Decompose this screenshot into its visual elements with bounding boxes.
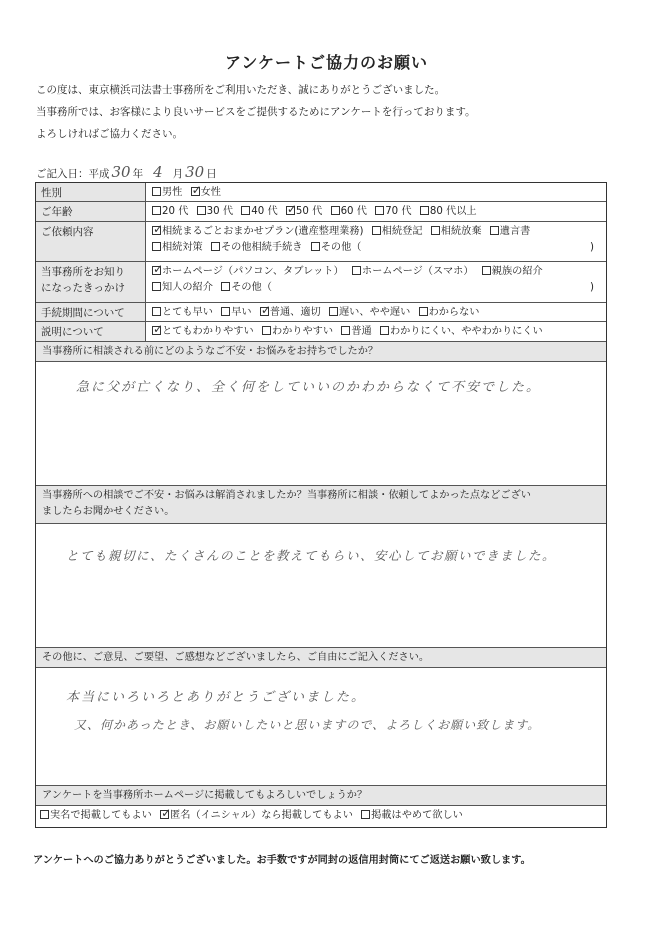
option-homepage-phone[interactable]: ホームページ（スマホ） (352, 264, 474, 280)
option-source-other[interactable]: その他（ (221, 280, 272, 296)
row-gender (36, 183, 606, 202)
label-age: ご年齢 (36, 202, 146, 221)
question-1: 当事務所に相談される前にどのようなご不安・お悩みをお持ちでしたか？ (36, 342, 606, 362)
option-will[interactable]: 遺言書 (490, 224, 531, 240)
answer-area-1[interactable] (36, 362, 606, 486)
checkbox[interactable] (197, 206, 206, 215)
checkbox[interactable] (152, 307, 161, 316)
option-age-50[interactable]: ✓ 50 代 (286, 204, 322, 220)
label-source: 当事務所をお知り になったきっかけ (36, 262, 146, 302)
answer-1: 急に父が亡くなり、全く何をしていいのかわからなくて不安でした。 (76, 380, 542, 395)
checkbox[interactable] (152, 206, 161, 215)
option-age-60[interactable]: 60 代 (331, 204, 367, 220)
page-title: アンケートご協力のお願い (224, 53, 429, 72)
question-3: その他に、ご意見、ご要望、ご感想などございましたら、ご自由にご記入ください。 (36, 648, 606, 668)
publish-options (36, 806, 606, 827)
checkbox[interactable] (152, 282, 161, 291)
label-explanation: 説明について (36, 322, 146, 341)
paren-close: ) (590, 242, 594, 253)
option-renunciation[interactable]: 相続放棄 (431, 224, 482, 240)
option-male[interactable]: 男性 (152, 185, 182, 201)
checkbox[interactable] (361, 810, 370, 819)
date-prefix: ご記入日：平成 (36, 168, 110, 180)
date-day[interactable]: 30 (185, 163, 205, 181)
option-female[interactable]: ✓ 女性 (191, 185, 221, 201)
option-fast[interactable]: 早い (221, 305, 251, 321)
answer-3-line-1: 本当にいろいろとありがとうございました。 (66, 690, 367, 705)
paren-close: ) (590, 282, 594, 293)
checkbox-checked[interactable] (152, 226, 161, 235)
checkbox[interactable] (152, 242, 161, 251)
checkbox[interactable] (331, 206, 340, 215)
option-unclear[interactable]: わかりにくい、ややわかりにくい (380, 324, 543, 340)
checkbox[interactable] (329, 307, 338, 316)
survey-form (35, 182, 607, 828)
checkbox-checked[interactable] (260, 307, 269, 316)
checkbox[interactable] (241, 206, 250, 215)
date-month-unit: 月 (172, 168, 184, 180)
checkbox-checked[interactable] (286, 206, 295, 215)
option-registration[interactable]: 相続登記 (372, 224, 423, 240)
checkbox[interactable] (211, 242, 220, 251)
checkbox-checked[interactable] (152, 326, 161, 335)
checkbox[interactable] (262, 326, 271, 335)
option-normal[interactable]: ✓ 普通、適切 (260, 305, 321, 321)
checkbox[interactable] (352, 266, 361, 275)
checkbox[interactable] (375, 206, 384, 215)
checkbox[interactable] (221, 282, 230, 291)
answer-area-3[interactable] (36, 668, 606, 786)
option-age-30[interactable]: 30 代 (197, 204, 233, 220)
checkbox[interactable] (482, 266, 491, 275)
row-request (36, 222, 606, 262)
option-family-referral[interactable]: 親族の紹介 (482, 264, 543, 280)
option-age-70[interactable]: 70 代 (375, 204, 411, 220)
option-other[interactable]: その他（ (311, 240, 362, 256)
checkbox[interactable] (380, 326, 389, 335)
intro-line-2: 当事務所では、お客様により良いサービスをご提供するためにアンケートを行っております。 (36, 106, 476, 118)
option-homepage-pc[interactable]: ✓ホームページ（パソコン、タブレット） (152, 264, 344, 280)
checkbox[interactable] (221, 307, 230, 316)
row-period (36, 303, 606, 322)
label-period: 手続期間について (36, 303, 146, 321)
label-gender: 性別 (36, 183, 146, 201)
option-slow[interactable]: 遅い、やや遅い (329, 305, 410, 321)
checkbox[interactable] (419, 307, 428, 316)
option-planning[interactable]: 相続対策 (152, 240, 203, 256)
option-age-20[interactable]: 20 代 (152, 204, 188, 220)
publish-question: アンケートを当事務所ホームページに掲載してもよろしいでしょうか？ (36, 786, 606, 806)
checkbox[interactable] (341, 326, 350, 335)
checkbox[interactable] (311, 242, 320, 251)
answer-2: とても親切に、たくさんのことを教えてもらい、安心してお願いできました。 (66, 548, 557, 563)
checkbox[interactable] (490, 226, 499, 235)
checkbox[interactable] (152, 187, 161, 196)
option-acquaintance[interactable]: 知人の紹介 (152, 280, 213, 296)
option-anonymous[interactable]: ✓ 匿名（イニシャル）なら掲載してもよい (160, 808, 353, 824)
question-2: 当事務所への相談でご不安・お悩みは解消されましたか？当事務所に相談・依頼してよかった点などござい ましたらお聞かせください。 (36, 486, 606, 524)
option-no-publish[interactable]: 掲載はやめて欲しい (361, 808, 463, 824)
footer-message: アンケートへのご協力ありがとうございました。お手数ですが同封の返信用封筒にてご返送お願い致します。 (33, 855, 531, 866)
checkbox-checked[interactable] (191, 187, 200, 196)
option-average[interactable]: 普通 (341, 324, 371, 340)
intro-line-1: この度は、東京横浜司法書士事務所をご利用いただき、誠にありがとうございました。 (36, 84, 446, 96)
entry-date (36, 163, 217, 181)
label-request: ご依頼内容 (36, 222, 146, 261)
row-explanation (36, 322, 606, 342)
option-very-fast[interactable]: とても早い (152, 305, 213, 321)
row-age (36, 202, 606, 222)
checkbox-checked[interactable] (160, 810, 169, 819)
option-full-plan[interactable]: ✓ 相続まるごとおまかせプラン(遺産整理業務) (152, 224, 364, 240)
checkbox[interactable] (40, 810, 49, 819)
answer-3-line-2: 又、何かあったとき、お願いしたいと思いますので、よろしくお願い致します。 (74, 718, 541, 732)
date-year[interactable]: 30 (111, 163, 131, 181)
row-source (36, 262, 606, 303)
answer-area-2[interactable] (36, 524, 606, 648)
checkbox-checked[interactable] (152, 266, 161, 275)
intro-line-3: よろしければご協力ください。 (36, 128, 183, 140)
date-month[interactable]: 4 (153, 163, 163, 181)
checkbox[interactable] (431, 226, 440, 235)
checkbox[interactable] (372, 226, 381, 235)
option-real-name[interactable]: 実名で掲載してもよい (40, 808, 152, 824)
option-very-clear[interactable]: ✓ とてもわかりやすい (152, 324, 254, 340)
date-day-unit: 日 (206, 168, 217, 180)
option-unknown[interactable]: わからない (419, 305, 480, 321)
date-year-unit: 年 (132, 168, 144, 180)
option-other-procedures[interactable]: その他相続手続き (211, 240, 303, 256)
option-age-40[interactable]: 40 代 (241, 204, 277, 220)
option-clear[interactable]: わかりやすい (262, 324, 333, 340)
option-age-80[interactable]: 80 代以上 (420, 204, 477, 220)
checkbox[interactable] (420, 206, 429, 215)
